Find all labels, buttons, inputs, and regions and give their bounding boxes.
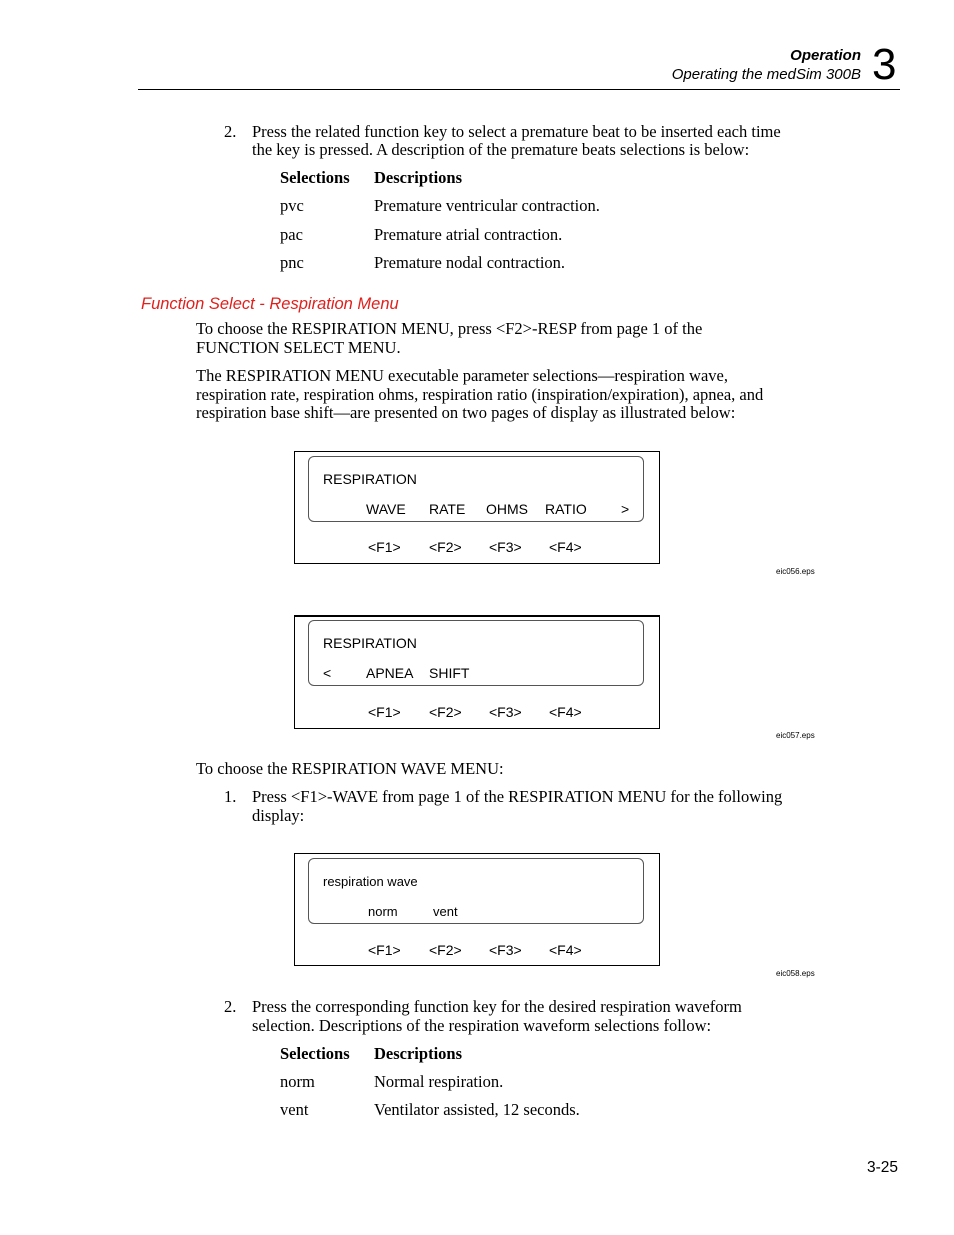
table-cell-selection: pac <box>280 225 303 244</box>
paragraph-line: To choose the RESPIRATION WAVE MENU: <box>196 759 504 778</box>
table-cell-description: Premature atrial contraction. <box>374 225 563 244</box>
step-text-line: Press the corresponding function key for the desired respiration waveform <box>252 997 742 1016</box>
table-cell-selection: pnc <box>280 253 304 272</box>
header-rule <box>138 89 900 90</box>
function-key-label: <F2> <box>429 704 462 720</box>
step-number: 1. <box>224 787 237 806</box>
header-title: Operation <box>790 47 861 64</box>
function-key-label: <F4> <box>549 942 582 958</box>
lcd-display-figure <box>294 451 660 564</box>
function-key-label: <F1> <box>368 539 401 555</box>
lcd-title: respiration wave <box>323 874 418 889</box>
table-cell-description: Ventilator assisted, 12 seconds. <box>374 1100 580 1119</box>
table-cell-selection: norm <box>280 1072 315 1091</box>
table-header-selections: Selections <box>280 168 350 187</box>
step-text-line: Press the related function key to select a premature beat to be inserted each time <box>252 122 781 141</box>
lcd-menu-item: OHMS <box>486 501 528 517</box>
figure-label: eic057.eps <box>776 731 815 740</box>
lcd-menu-item: RATE <box>429 501 466 517</box>
header-subtitle: Operating the medSim 300B <box>671 66 861 83</box>
function-key-label: <F4> <box>549 704 582 720</box>
paragraph-line: To choose the RESPIRATION MENU, press <F2>-RESP from page 1 of the <box>196 319 703 338</box>
table-header-descriptions: Descriptions <box>374 168 462 187</box>
lcd-menu-item: SHIFT <box>429 665 470 681</box>
lcd-title: RESPIRATION <box>323 471 417 487</box>
table-cell-description: Normal respiration. <box>374 1072 504 1091</box>
table-cell-selection: pvc <box>280 196 304 215</box>
lcd-menu-item: APNEA <box>366 665 414 681</box>
table-cell-description: Premature ventricular contraction. <box>374 196 600 215</box>
figure-label: eic056.eps <box>776 567 815 576</box>
paragraph-line: respiration rate, respiration ohms, respiration ratio (inspiration/expiration), apnea, and <box>196 385 764 404</box>
step-text-line: Press <F1>-WAVE from page 1 of the RESPIRATION MENU for the following <box>252 787 783 806</box>
chapter-number: 3 <box>872 40 897 89</box>
step-text-line: selection. Descriptions of the respiration waveform selections follow: <box>252 1016 712 1035</box>
paragraph-line: FUNCTION SELECT MENU. <box>196 338 401 357</box>
step-number: 2. <box>224 122 237 141</box>
step-text-line: the key is pressed. A description of the premature beats selections is below: <box>252 140 750 159</box>
table-header-selections: Selections <box>280 1044 350 1063</box>
function-key-label: <F4> <box>549 539 582 555</box>
lcd-screen <box>308 858 644 924</box>
lcd-display-figure <box>294 853 660 966</box>
figure-label: eic058.eps <box>776 969 815 978</box>
lcd-title: RESPIRATION <box>323 635 417 651</box>
step-number: 2. <box>224 997 237 1016</box>
lcd-screen <box>308 620 644 686</box>
function-key-label: <F1> <box>368 942 401 958</box>
lcd-menu-item: vent <box>433 904 458 919</box>
lcd-menu-item: RATIO <box>545 501 587 517</box>
function-key-label: <F3> <box>489 942 522 958</box>
function-key-label: <F1> <box>368 704 401 720</box>
lcd-display-figure <box>294 615 660 729</box>
function-key-label: <F2> <box>429 539 462 555</box>
function-key-label: <F2> <box>429 942 462 958</box>
next-page-arrow: > <box>621 501 630 517</box>
table-cell-description: Premature nodal contraction. <box>374 253 566 272</box>
prev-page-arrow: < <box>323 665 332 681</box>
function-key-label: <F3> <box>489 704 522 720</box>
table-header-descriptions: Descriptions <box>374 1044 462 1063</box>
page-number: 3-25 <box>866 1159 898 1176</box>
table-cell-selection: vent <box>280 1100 309 1119</box>
section-heading: Function Select - Respiration Menu <box>141 295 399 313</box>
lcd-menu-item: WAVE <box>366 501 406 517</box>
paragraph-line: respiration base shift—are presented on two pages of display as illustrated below: <box>196 403 736 422</box>
lcd-screen <box>308 456 644 522</box>
function-key-label: <F3> <box>489 539 522 555</box>
step-text-line: display: <box>252 806 305 825</box>
paragraph-line: The RESPIRATION MENU executable parameter selections—respiration wave, <box>196 366 728 385</box>
lcd-menu-item: norm <box>368 904 398 919</box>
